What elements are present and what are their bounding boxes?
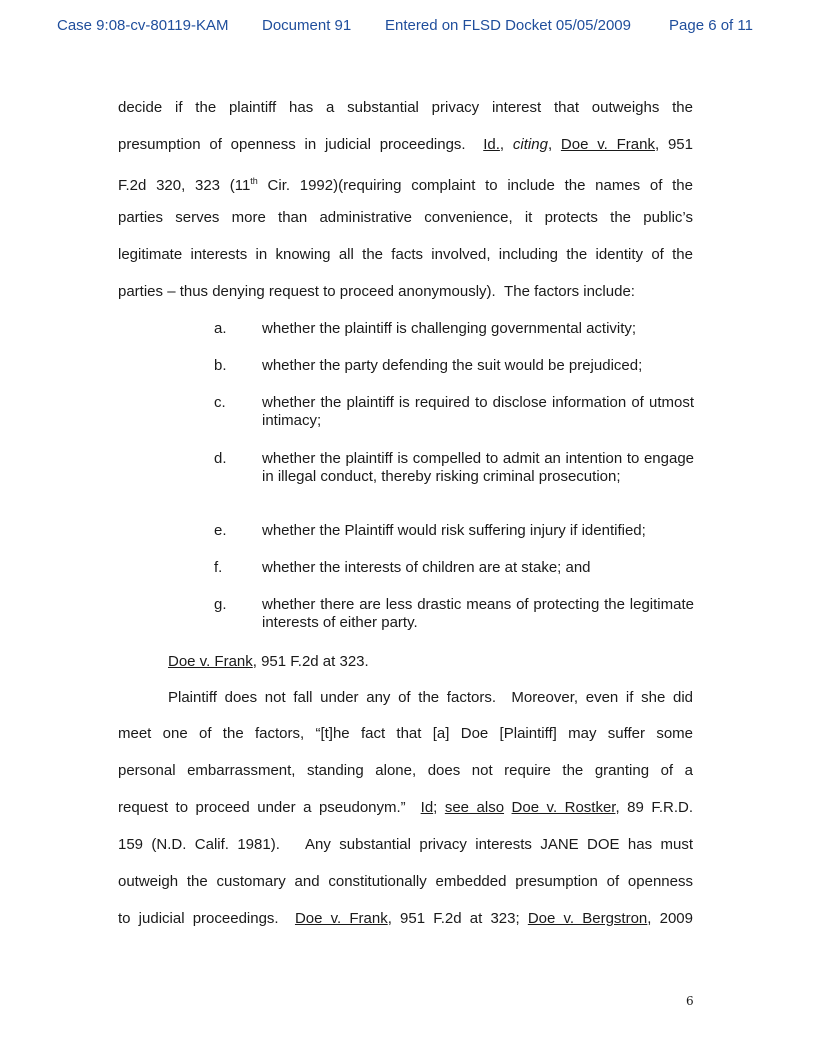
text-line: to judicial proceedings. Doe v. Frank, 951 F.2d at 323; Doe v. Bergstron, 2009 [118, 910, 693, 927]
superscript: th [250, 176, 258, 186]
case-citation: Id. [483, 136, 500, 153]
text-line: parties serves more than administrative convenience, it protects the public’s [118, 209, 693, 226]
page-number: 6 [686, 994, 694, 1008]
case-citation: Doe v. Bergstron [527, 910, 648, 927]
text-line: legitimate interests in knowing all the facts involved, including the identity of the [118, 246, 693, 263]
document-number: Document 91 [262, 17, 352, 34]
case-number: Case 9:08-cv-80119-KAM [57, 17, 229, 34]
factor-letter: a. [214, 320, 227, 337]
factor-text: whether the party defending the suit would be prejudiced; [262, 357, 643, 374]
text-line: parties – thus denying request to proceed anonymously). The factors include: [118, 283, 635, 300]
factor-text: whether the plaintiff is challenging governmental activity; [262, 320, 637, 337]
factor-letter: e. [214, 522, 227, 539]
text-line: Plaintiff does not fall under any of the factors. Moreover, even if she did [168, 689, 693, 706]
case-citation: Id [420, 799, 434, 816]
text-line: 159 (N.D. Calif. 1981). Any substantial privacy interests JANE DOE has must [118, 836, 693, 853]
docket-entry-date: Entered on FLSD Docket 05/05/2009 [385, 17, 631, 34]
text-line: decide if the plaintiff has a substantial privacy interest that outweighs the [118, 99, 693, 116]
factor-letter: f. [214, 559, 223, 576]
case-citation: Doe v. Frank [560, 136, 655, 153]
case-citation: Doe v. Rostker [511, 799, 616, 816]
text-line: request to proceed under a pseudonym.” Id; see also Doe v. Rostker, 89 F.R.D. [118, 799, 693, 816]
factor-letter: b. [214, 357, 227, 374]
docket-header [0, 17, 816, 39]
text-line: meet one of the factors, “[t]he fact that [a] Doe [Plaintiff] may suffer some [118, 725, 693, 742]
page-indicator: Page 6 of 11 [669, 17, 753, 34]
signal-word: see also [444, 799, 505, 816]
text-line: F.2d 320, 323 (11th Cir. 1992)(requiring complaint to include the names of the [118, 176, 693, 194]
factor-letter: g. [214, 596, 227, 613]
factor-text: whether the plaintiff is required to disclose information of utmost intimacy; [262, 394, 694, 429]
factor-text: whether the Plaintiff would risk suffering injury if identified; [262, 522, 646, 539]
factor-text: whether the interests of children are at stake; and [262, 559, 591, 576]
text-line: personal embarrassment, standing alone, does not require the granting of a [118, 762, 693, 779]
case-citation: Doe v. Frank [168, 653, 253, 670]
factor-text: whether there are less drastic means of protecting the legitimate interests of either party. [262, 596, 694, 631]
text-line: outweigh the customary and constitutionally embedded presumption of openness [118, 873, 693, 890]
factor-letter: c. [214, 394, 226, 411]
factor-text: whether the plaintiff is compelled to admit an intention to engage in illegal conduct, thereby risking criminal prosecution; [262, 450, 694, 485]
factor-letter: d. [214, 450, 227, 467]
case-citation: Doe v. Frank [294, 910, 388, 927]
text-line: presumption of openness in judicial proceedings. Id., citing, Doe v. Frank, 951 [118, 136, 693, 153]
signal-word: citing [512, 136, 548, 153]
